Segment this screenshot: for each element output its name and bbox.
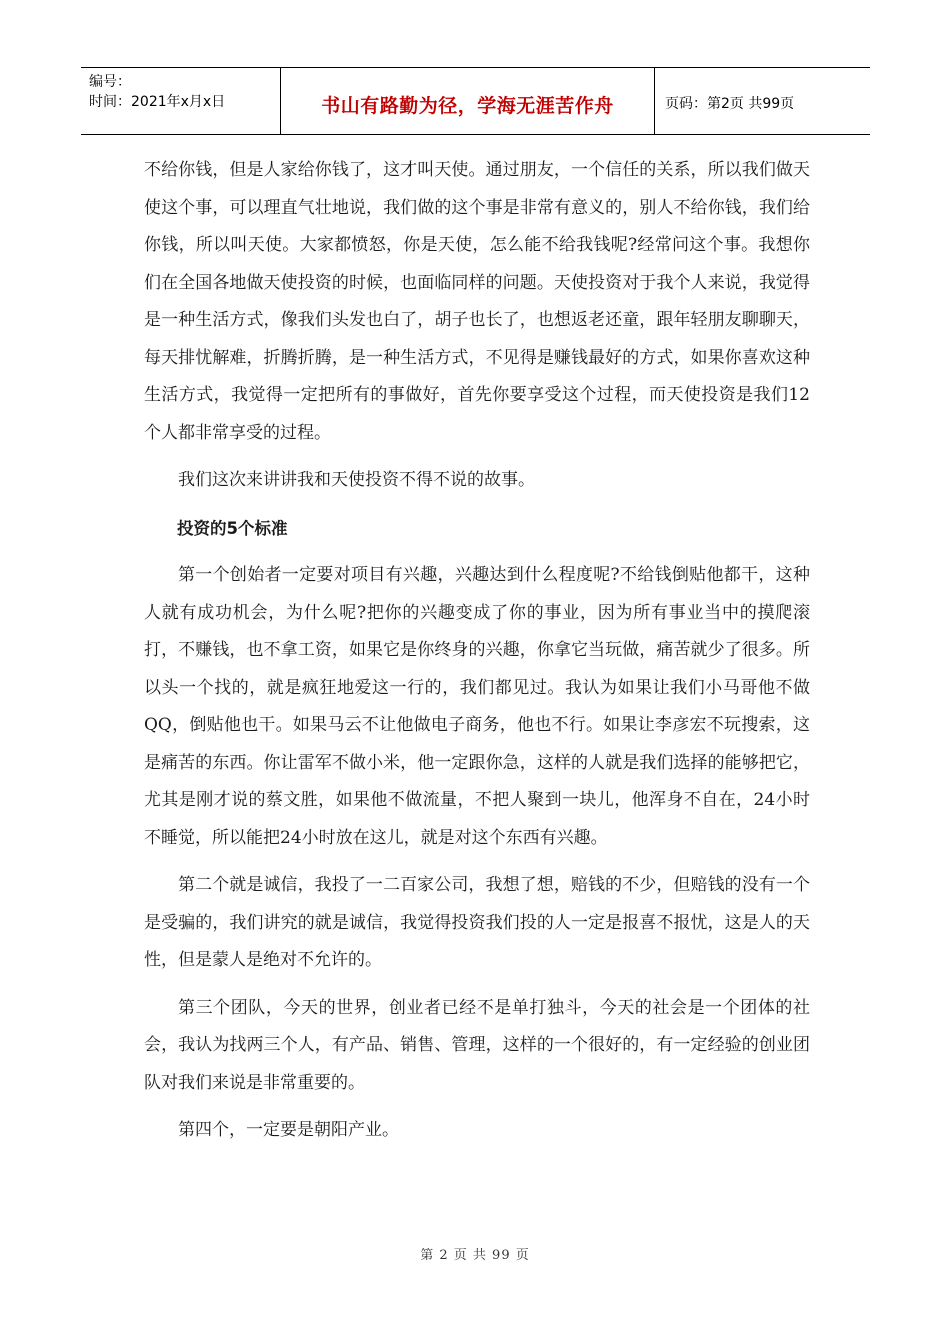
header-page-number: 页码：第2页 共99页 [665, 96, 795, 112]
paragraph: 我们这次来讲讲我和天使投资不得不说的故事。 [178, 470, 535, 490]
header-motto: 书山有路勤为径，学海无涯苦作舟 [281, 68, 655, 134]
paragraph: 第一个创始者一定要对项目有兴趣，兴趣达到什么程度呢?不给钱倒贴他都干，这种人就有成功机会，为什么呢?把你的兴趣变成了你的事业，因为所有事业当中的摸爬滚打，不赚钱，也不拿工资，如果它是你终身的兴趣，你拿它当玩做，痛苦就少了很多。所以头一个找的，就是疯狂地爱这一行的，我们都见过。我认为如果让我们小马哥他不做QQ，倒贴他也干。如果马云不让他做电子商务，他也不行。如果让李彦宏不玩搜索，这是痛苦的东西。你让雷军不做小米，他一定跟你急，这样的人就是我们选择的能够把它，尤其是刚才说的蔡文胜，如果他不做流量，不把人聚到一块儿，他浑身不自在，24小时不睡觉，所以能把24小时放在这儿，就是对这个东西有兴趣。 [144, 565, 810, 848]
header-meta [81, 68, 281, 134]
page-footer: 第 2 页 共 99 页 [420, 1248, 530, 1263]
paragraph: 不给你钱，但是人家给你钱了，这才叫天使。通过朋友，一个信任的关系，所以我们做天使这个事，可以理直气壮地说，我们做的这个事是非常有意义的，别人不给你钱，我们给你钱，所以叫天使。大家都愤怒，你是天使，怎么能不给我钱呢?经常问这个事。我想你们在全国各地做天使投资的时候，也面临同样的问题。天使投资对于我个人来说，我觉得是一种生活方式，像我们头发也白了，胡子也长了，也想返老还童，跟年轻朋友聊聊天，每天排忧解难，折腾折腾，是一种生活方式，不见得是赚钱最好的方式，如果你喜欢这种生活方式，我觉得一定把所有的事做好，首先你要享受这个过程，而天使投资是我们12个人都非常享受的过程。 [144, 160, 810, 443]
document-number-label: 编号： [89, 74, 131, 90]
document-date-label: 时间：2021年x月x日 [89, 94, 226, 110]
paragraph: 第四个，一定要是朝阳产业。 [178, 1120, 399, 1140]
document-body [144, 152, 810, 1160]
page-header [81, 67, 870, 135]
paragraph: 第三个团队，今天的世界，创业者已经不是单打独斗，今天的社会是一个团体的社会，我认为找两三个人，有产品、销售、管理，这样的一个很好的，有一定经验的创业团队对我们来说是非常重要的。 [144, 997, 810, 1093]
section-heading: 投资的5个标准 [177, 518, 288, 538]
paragraph: 第二个就是诚信，我投了一二百家公司，我想了想，赔钱的不少，但赔钱的没有一个是受骗的，我们讲究的就是诚信，我觉得投资我们投的人一定是报喜不报忧，这是人的天性，但是蒙人是绝对不允许的。 [144, 875, 810, 970]
